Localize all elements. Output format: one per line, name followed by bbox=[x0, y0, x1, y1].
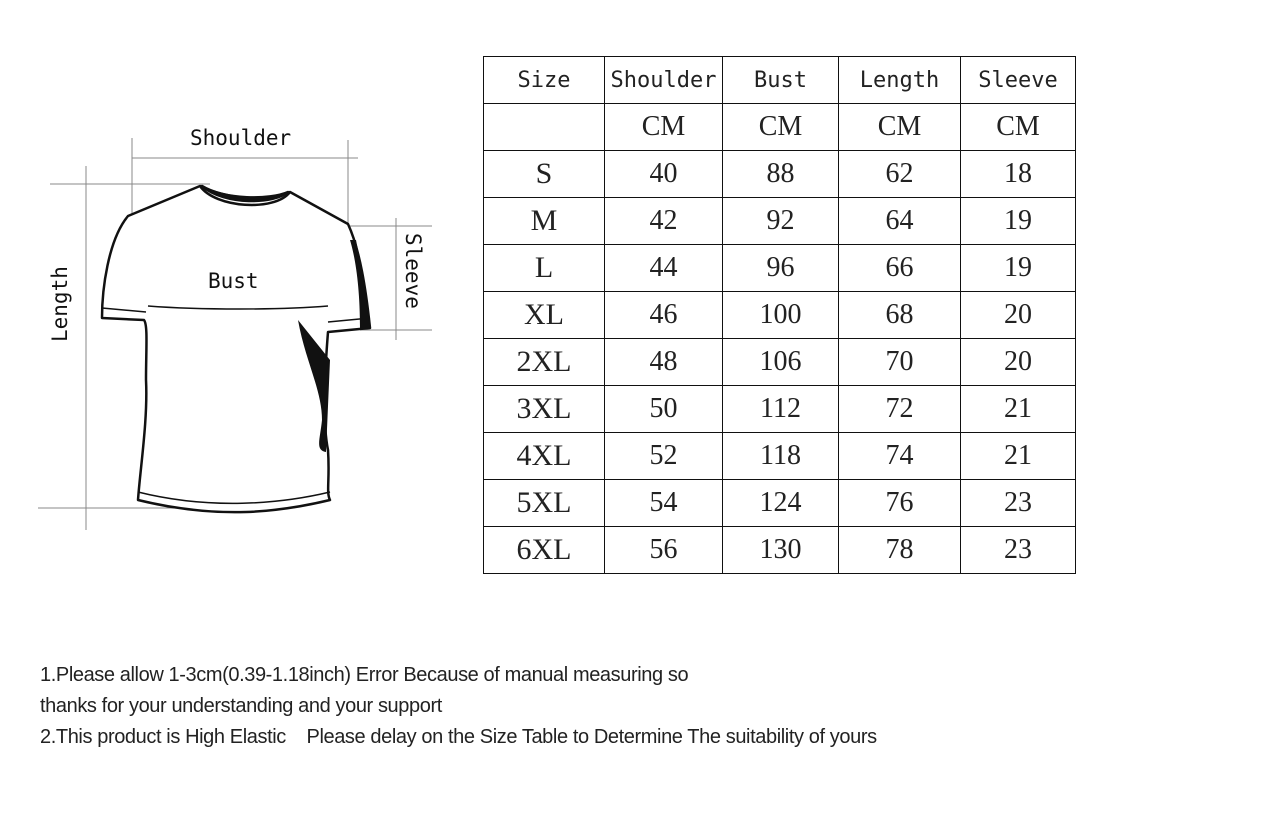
cell-size: L bbox=[484, 245, 605, 292]
unit-sleeve: CM bbox=[961, 104, 1076, 151]
note-line: 1.Please allow 1-3cm(0.39-1.18inch) Error Because of manual measuring so bbox=[40, 664, 689, 686]
table-row bbox=[484, 292, 1076, 339]
cell-shoulder: 46 bbox=[605, 292, 723, 339]
cell-length: 64 bbox=[839, 198, 961, 245]
table-row bbox=[484, 339, 1076, 386]
cell-length: 66 bbox=[839, 245, 961, 292]
table-row bbox=[484, 527, 1076, 574]
cell-shoulder: 54 bbox=[605, 480, 723, 527]
header-length: Length bbox=[839, 57, 961, 104]
unit-bust: CM bbox=[723, 104, 839, 151]
cell-length: 74 bbox=[839, 433, 961, 480]
cell-length: 76 bbox=[839, 480, 961, 527]
cell-sleeve: 23 bbox=[961, 527, 1076, 574]
tshirt-illustration bbox=[30, 120, 450, 540]
cell-bust: 106 bbox=[723, 339, 839, 386]
cell-shoulder: 42 bbox=[605, 198, 723, 245]
note-line: thanks for your understanding and your support bbox=[40, 695, 442, 717]
unit-length: CM bbox=[839, 104, 961, 151]
note-line: 2.This product is High Elastic Please delay on the Size Table to Determine The suitability of yours bbox=[40, 726, 877, 748]
cell-bust: 124 bbox=[723, 480, 839, 527]
cell-length: 70 bbox=[839, 339, 961, 386]
cell-sleeve: 20 bbox=[961, 292, 1076, 339]
table-row bbox=[484, 433, 1076, 480]
shirt-body bbox=[102, 186, 370, 512]
cell-sleeve: 18 bbox=[961, 151, 1076, 198]
cell-shoulder: 48 bbox=[605, 339, 723, 386]
header-sleeve: Sleeve bbox=[961, 57, 1076, 104]
shoulder-label: Shoulder bbox=[190, 126, 292, 150]
cell-length: 78 bbox=[839, 527, 961, 574]
cell-shoulder: 50 bbox=[605, 386, 723, 433]
cell-size: XL bbox=[484, 292, 605, 339]
cell-size: 5XL bbox=[484, 480, 605, 527]
table-unit-row bbox=[484, 104, 1076, 151]
size-chart-table bbox=[483, 56, 1076, 574]
cell-size: 4XL bbox=[484, 433, 605, 480]
table-row bbox=[484, 386, 1076, 433]
cell-length: 68 bbox=[839, 292, 961, 339]
cell-shoulder: 40 bbox=[605, 151, 723, 198]
length-label: Length bbox=[48, 266, 72, 342]
cell-bust: 118 bbox=[723, 433, 839, 480]
unit-shoulder: CM bbox=[605, 104, 723, 151]
size-notes bbox=[40, 660, 877, 753]
cell-sleeve: 21 bbox=[961, 433, 1076, 480]
cell-bust: 100 bbox=[723, 292, 839, 339]
cell-sleeve: 20 bbox=[961, 339, 1076, 386]
cell-bust: 88 bbox=[723, 151, 839, 198]
table-row bbox=[484, 245, 1076, 292]
cell-sleeve: 23 bbox=[961, 480, 1076, 527]
cell-shoulder: 56 bbox=[605, 527, 723, 574]
header-bust: Bust bbox=[723, 57, 839, 104]
cell-bust: 92 bbox=[723, 198, 839, 245]
cell-size: 6XL bbox=[484, 527, 605, 574]
table-row bbox=[484, 151, 1076, 198]
cell-shoulder: 52 bbox=[605, 433, 723, 480]
table-header-row bbox=[484, 57, 1076, 104]
cell-bust: 112 bbox=[723, 386, 839, 433]
cell-length: 62 bbox=[839, 151, 961, 198]
sleeve-label: Sleeve bbox=[401, 233, 425, 309]
cell-size: 3XL bbox=[484, 386, 605, 433]
table-row bbox=[484, 480, 1076, 527]
cell-size: M bbox=[484, 198, 605, 245]
cell-bust: 96 bbox=[723, 245, 839, 292]
cell-sleeve: 19 bbox=[961, 245, 1076, 292]
cell-shoulder: 44 bbox=[605, 245, 723, 292]
tshirt-measurement-diagram bbox=[30, 120, 450, 540]
cell-sleeve: 19 bbox=[961, 198, 1076, 245]
cell-sleeve: 21 bbox=[961, 386, 1076, 433]
cell-size: S bbox=[484, 151, 605, 198]
cell-bust: 130 bbox=[723, 527, 839, 574]
header-size: Size bbox=[484, 57, 605, 104]
bust-label: Bust bbox=[208, 269, 259, 293]
cell-length: 72 bbox=[839, 386, 961, 433]
table-row bbox=[484, 198, 1076, 245]
unit-size bbox=[484, 104, 605, 151]
cell-size: 2XL bbox=[484, 339, 605, 386]
header-shoulder: Shoulder bbox=[605, 57, 723, 104]
